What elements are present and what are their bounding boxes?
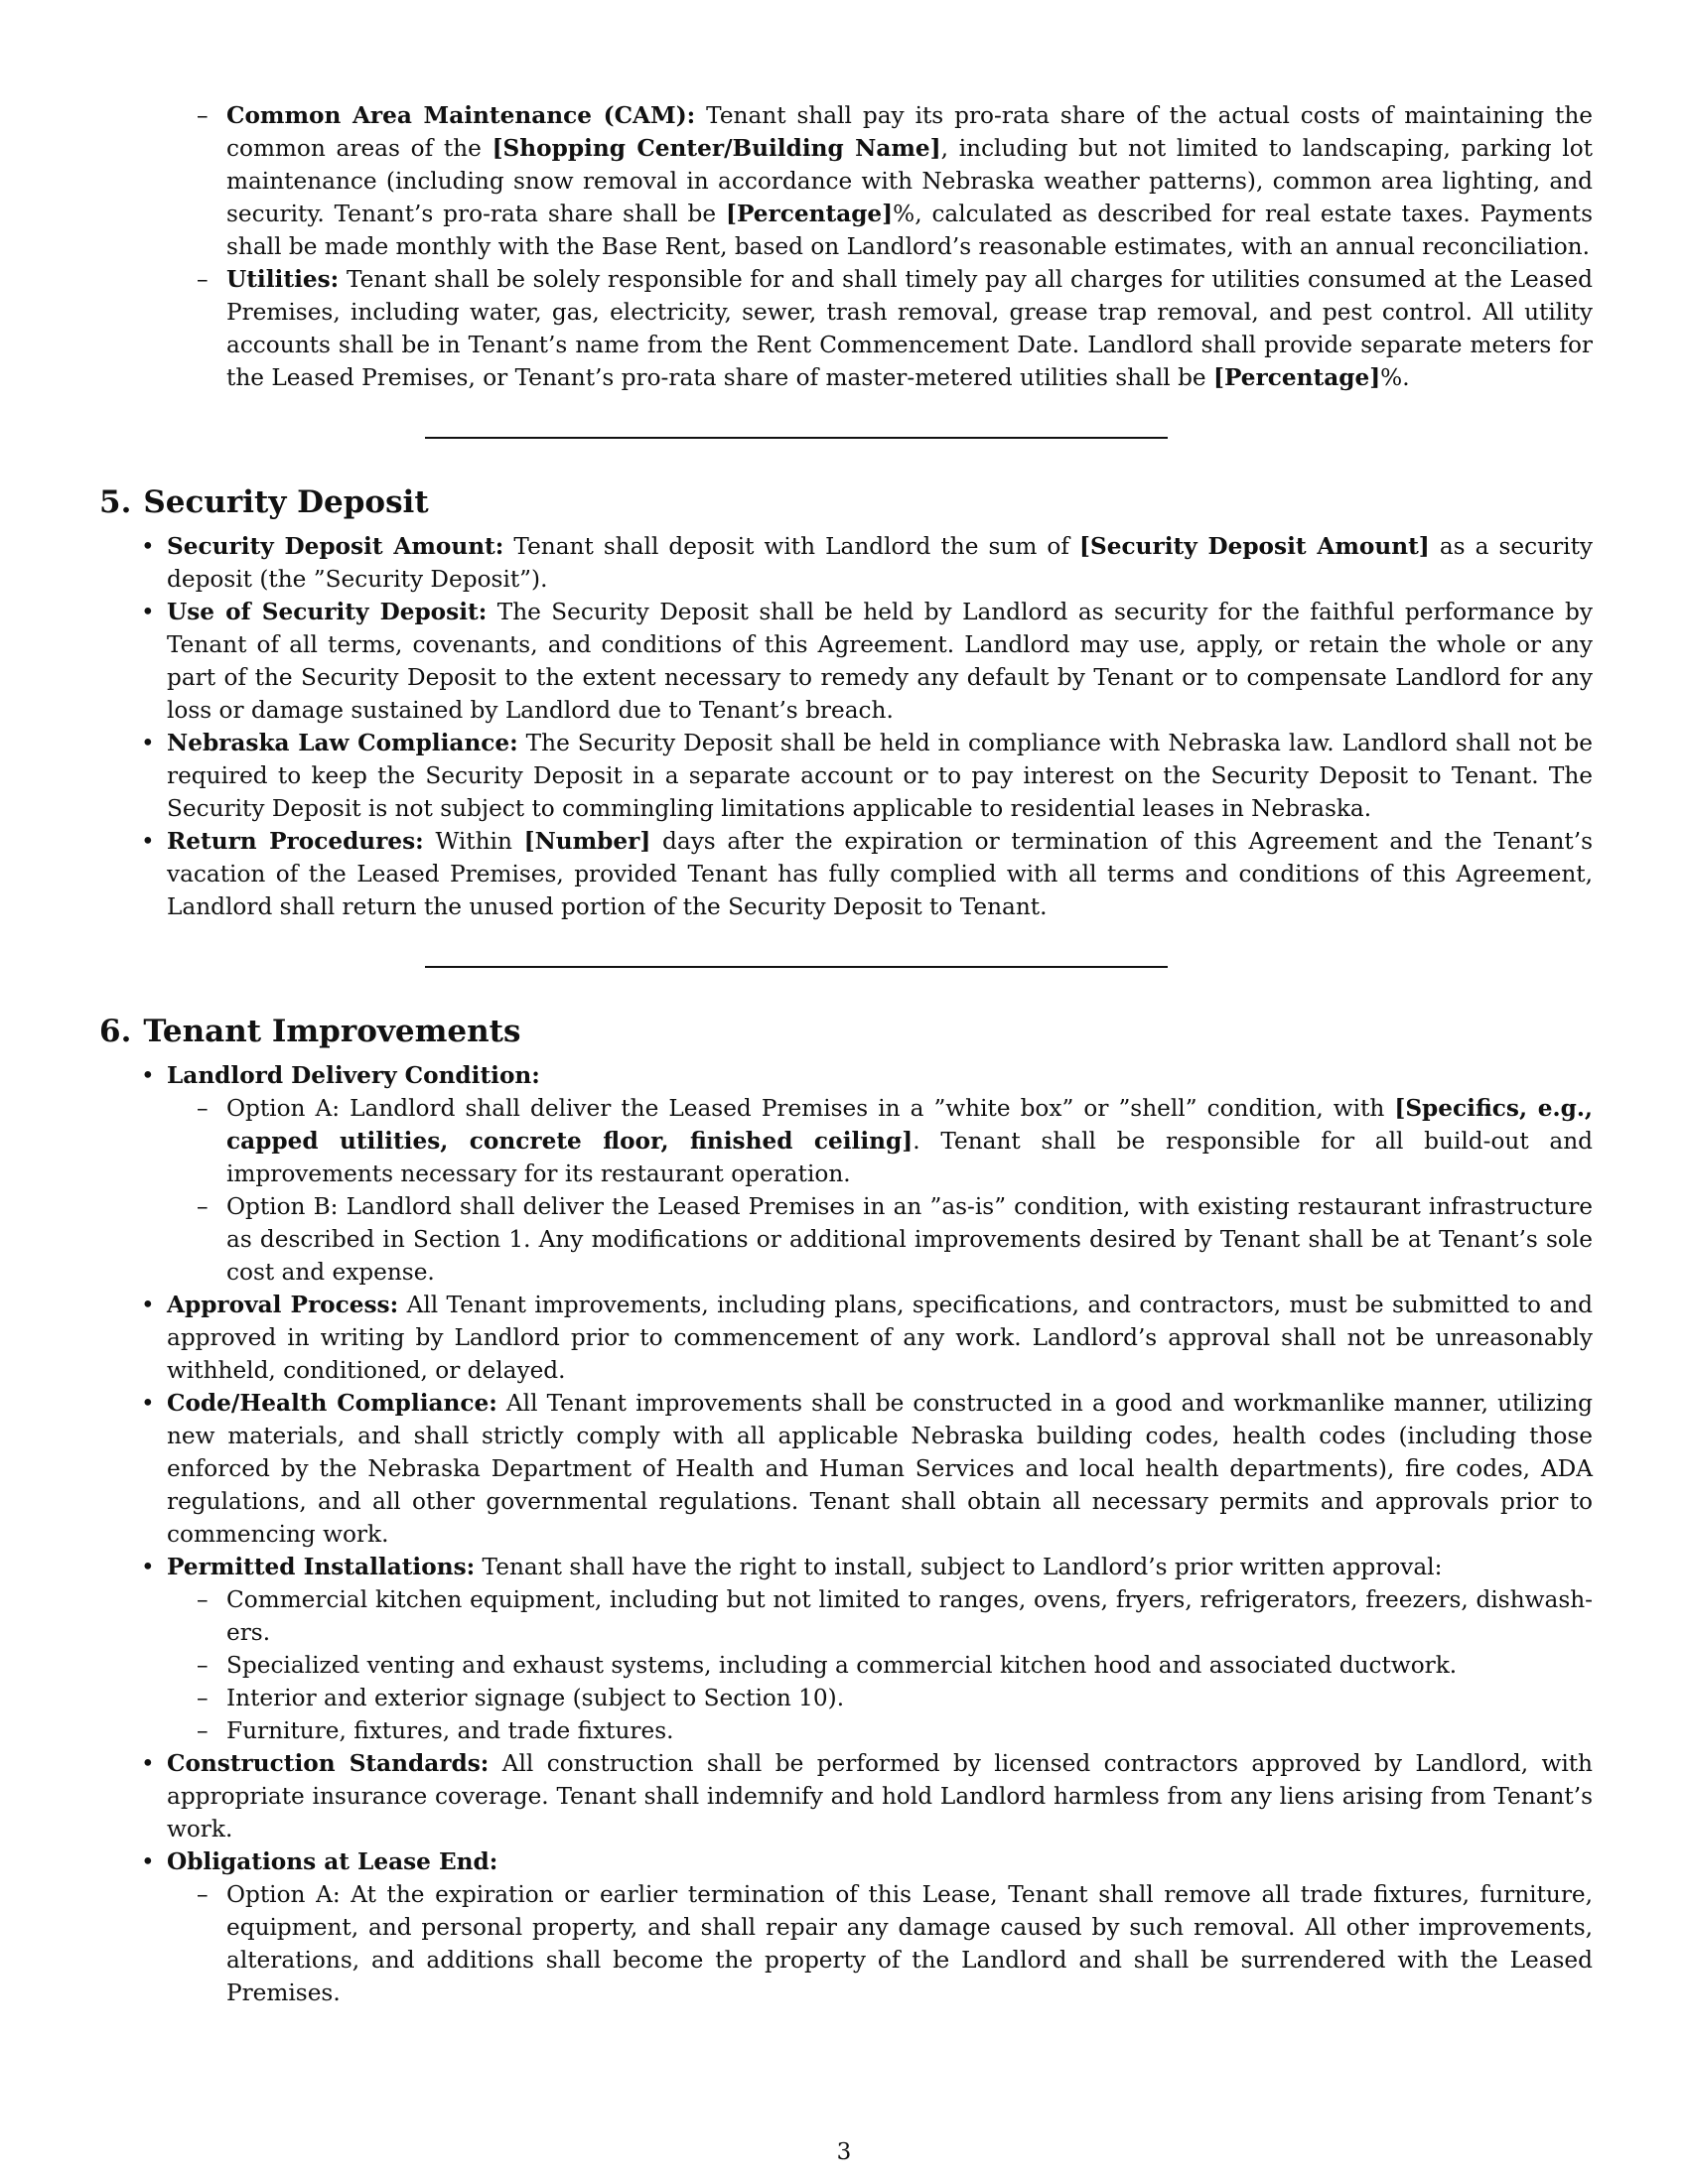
- item-text: days after the expiration or termination of this Agreement and the Tenant’s vacation of the Leased Premises, provided Tenant has fully complied with all terms and conditions of this Agreement, Landlord shall return the unused portion of the Security Deposit to Tenant.: [167, 828, 1594, 920]
- bullet-marker: •: [141, 1848, 155, 1875]
- tenant-improvements-list: [141, 1059, 1593, 2009]
- item-label: Use of Security Deposit:: [167, 599, 488, 625]
- item-text: Commercial kitchen equipment, including but not limited to ranges, ovens, fryers, refrigerators, freezers, dishwash-ers.: [226, 1586, 1593, 1646]
- item-text: %, calculated as described for real estate taxes. Payments shall be made monthly with the Base Rent, based on Landlord’s reasonable estimates, with an annual reconciliation.: [226, 201, 1593, 260]
- item-text: Option B: Landlord shall deliver the Leased Premises in an ”as-is” condition, with existing restaurant infrastructure as described in Section 1. Any modifications or additional improvements desired by Tenant shall be at Tenant’s sole cost and expense.: [226, 1193, 1593, 1286]
- bullet-marker: •: [141, 730, 155, 756]
- placeholder-field: [Percentage]: [1213, 364, 1381, 391]
- list-item-approval-process: [141, 1289, 1593, 1387]
- item-label: Permitted Installations:: [167, 1554, 476, 1580]
- item-text: Tenant shall deposit with Landlord the sum of: [503, 533, 1080, 560]
- section-heading-tenant-improvements: [99, 1012, 1593, 1051]
- dash-marker: –: [197, 1881, 209, 1908]
- item-text: , including but not limited to landscaping, parking lot maintenance (including snow removal in accordance with Nebraska weather patterns), common area lighting, and security. Tenant’s pro-rata share shall be: [226, 135, 1593, 227]
- item-text: Tenant shall pay its pro-rata share of the actual costs of maintaining the common areas of the: [226, 102, 1593, 162]
- list-item-construction-standards: [141, 1747, 1593, 1845]
- item-text: as a security deposit (the ”Security Deposit”).: [167, 533, 1593, 593]
- section-divider: [425, 437, 1168, 439]
- dash-marker: –: [197, 1717, 209, 1744]
- bullet-marker: •: [141, 1554, 155, 1580]
- list-item-code-compliance: [141, 1387, 1593, 1551]
- dash-marker: –: [197, 1685, 209, 1711]
- item-label: Security Deposit Amount:: [167, 533, 504, 560]
- continued-expense-list: [197, 99, 1593, 394]
- list-item-return-procedures: [141, 825, 1594, 923]
- bullet-marker: •: [141, 1390, 155, 1417]
- item-text: . Tenant shall be responsible for all build-out and improvements necessary for its restaurant operation.: [226, 1128, 1593, 1187]
- list-item-nebraska-law: [141, 727, 1593, 825]
- item-text: Within: [423, 828, 524, 855]
- item-label: Code/Health Compliance:: [167, 1390, 497, 1417]
- item-text: All construction shall be performed by licensed contractors approved by Landlord, with appropriate insurance coverage. Tenant shall indemnify and hold Landlord harmless from any liens arising from Tenant’s work.: [167, 1750, 1593, 1843]
- bullet-marker: •: [141, 1750, 155, 1777]
- section-heading-security-deposit: [99, 482, 1593, 522]
- placeholder-field: [Number]: [523, 828, 651, 855]
- dash-marker: –: [197, 1586, 209, 1613]
- item-text: The Security Deposit shall be held in compliance with Nebraska law. Landlord shall not be required to keep the Security Deposit in a separate account or to pay interest on the Security Deposit to Tenant. The Security Deposit is not subject to commingling limitations applicable to residential leases in Nebraska.: [167, 730, 1593, 822]
- item-text: Interior and exterior signage (subject to Section 10).: [226, 1685, 845, 1711]
- security-deposit-list: [141, 530, 1594, 923]
- placeholder-field: [Specifics, e.g., capped utilities, concrete floor, finished ceiling]: [226, 1095, 1593, 1155]
- item-label: Approval Process:: [167, 1292, 399, 1318]
- dash-marker: –: [197, 266, 209, 293]
- list-item-option-a: [197, 1092, 1593, 1190]
- dash-marker: –: [197, 102, 209, 129]
- item-label: Return Procedures:: [167, 828, 424, 855]
- list-item-utilities: [197, 263, 1593, 394]
- item-label: Obligations at Lease End:: [167, 1848, 498, 1875]
- item-text: Tenant shall be solely responsible for and shall timely pay all charges for utilities consumed at the Leased Premises, including water, gas, electricity, sewer, trash removal, grease trap removal, and pest control. All utility accounts shall be in Tenant’s name from the Rent Commencement Date. Landlord shall provide separate meters for the Leased Premises, or Tenant’s pro-rata share of master-metered utilities shall be: [226, 266, 1593, 391]
- placeholder-field: [Shopping Center/Building Name]: [492, 135, 941, 162]
- list-item-signage: [197, 1682, 1593, 1714]
- list-item-lease-end-option-a: [197, 1878, 1593, 2009]
- list-item-deposit-amount: [141, 530, 1593, 596]
- bullet-marker: •: [141, 828, 155, 855]
- dash-marker: –: [197, 1193, 209, 1220]
- bullet-marker: •: [141, 599, 155, 625]
- item-label: Common Area Maintenance (CAM):: [226, 102, 696, 129]
- item-text: Tenant shall have the right to install, subject to Landlord’s prior written approval:: [475, 1554, 1443, 1580]
- item-text: Option A: Landlord shall deliver the Leased Premises in a ”white box” or ”shell” condition, with: [226, 1095, 1395, 1122]
- item-text: %.: [1380, 364, 1410, 391]
- dash-marker: –: [197, 1652, 209, 1679]
- list-item-furniture: [197, 1714, 1593, 1747]
- dash-marker: –: [197, 1095, 209, 1122]
- item-text: All Tenant improvements, including plans, specifications, and contractors, must be submitted to and approved in writing by Landlord prior to commencement of any work. Landlord’s approval shall not be unreasonably withheld, conditioned, or delayed.: [167, 1292, 1593, 1384]
- list-item-delivery-condition: [141, 1059, 1593, 1289]
- list-item-cam: [197, 99, 1593, 263]
- item-text: Option A: At the expiration or earlier termination of this Lease, Tenant shall remove all trade fixtures, furniture, equipment, and personal property, and shall repair any damage caused by such removal. All other improvements, alterations, and additions shall become the property of the Landlord and shall be surrendered with the Leased Premises.: [226, 1881, 1593, 2006]
- item-label: Utilities:: [226, 266, 340, 293]
- list-item-option-b: [197, 1190, 1593, 1289]
- item-label: Construction Standards:: [167, 1750, 490, 1777]
- list-item-kitchen-equipment: [197, 1583, 1593, 1649]
- list-item-deposit-use: [141, 596, 1593, 727]
- section-title: Security Deposit: [143, 484, 429, 520]
- bullet-marker: •: [141, 1292, 155, 1318]
- placeholder-field: [Security Deposit Amount]: [1079, 533, 1430, 560]
- page-content: [99, 99, 1593, 2009]
- lease-end-options-list: [197, 1878, 1593, 2009]
- page-number: 3: [836, 2139, 852, 2165]
- list-item-venting-systems: [197, 1649, 1593, 1682]
- list-item-permitted-installations: [141, 1551, 1593, 1747]
- bullet-marker: •: [141, 1062, 155, 1089]
- item-text: Furniture, fixtures, and trade fixtures.: [226, 1717, 674, 1744]
- item-label: Nebraska Law Compliance:: [167, 730, 518, 756]
- item-text: Specialized venting and exhaust systems, including a commercial kitchen hood and associated ductwork.: [226, 1652, 1458, 1679]
- delivery-options-list: [197, 1092, 1593, 1289]
- section-number: 6.: [99, 1014, 132, 1049]
- item-text: All Tenant improvements shall be constructed in a good and workmanlike manner, utilizing new materials, and shall strictly comply with all applicable Nebraska building codes, health codes (including those enforced by the Nebraska Department of Health and Human Services and local health departments), fire codes, ADA regulations, and all other governmental regulations. Tenant shall obtain all necessary permits and approvals prior to commencing work.: [167, 1390, 1593, 1548]
- item-text: The Security Deposit shall be held by Landlord as security for the faithful performance by Tenant of all terms, covenants, and conditions of this Agreement. Landlord may use, apply, or retain the whole or any part of the Security Deposit to the extent necessary to remedy any default by Tenant or to compensate Landlord for any loss or damage sustained by Landlord due to Tenant’s breach.: [167, 599, 1593, 724]
- section-divider: [425, 966, 1168, 968]
- section-number: 5.: [99, 484, 132, 520]
- bullet-marker: •: [141, 533, 155, 560]
- placeholder-field: [Percentage]: [726, 201, 894, 227]
- list-item-lease-end: [141, 1845, 1593, 2009]
- item-label: Landlord Delivery Condition:: [167, 1062, 540, 1089]
- permitted-installations-list: [197, 1583, 1593, 1747]
- section-title: Tenant Improvements: [143, 1014, 521, 1049]
